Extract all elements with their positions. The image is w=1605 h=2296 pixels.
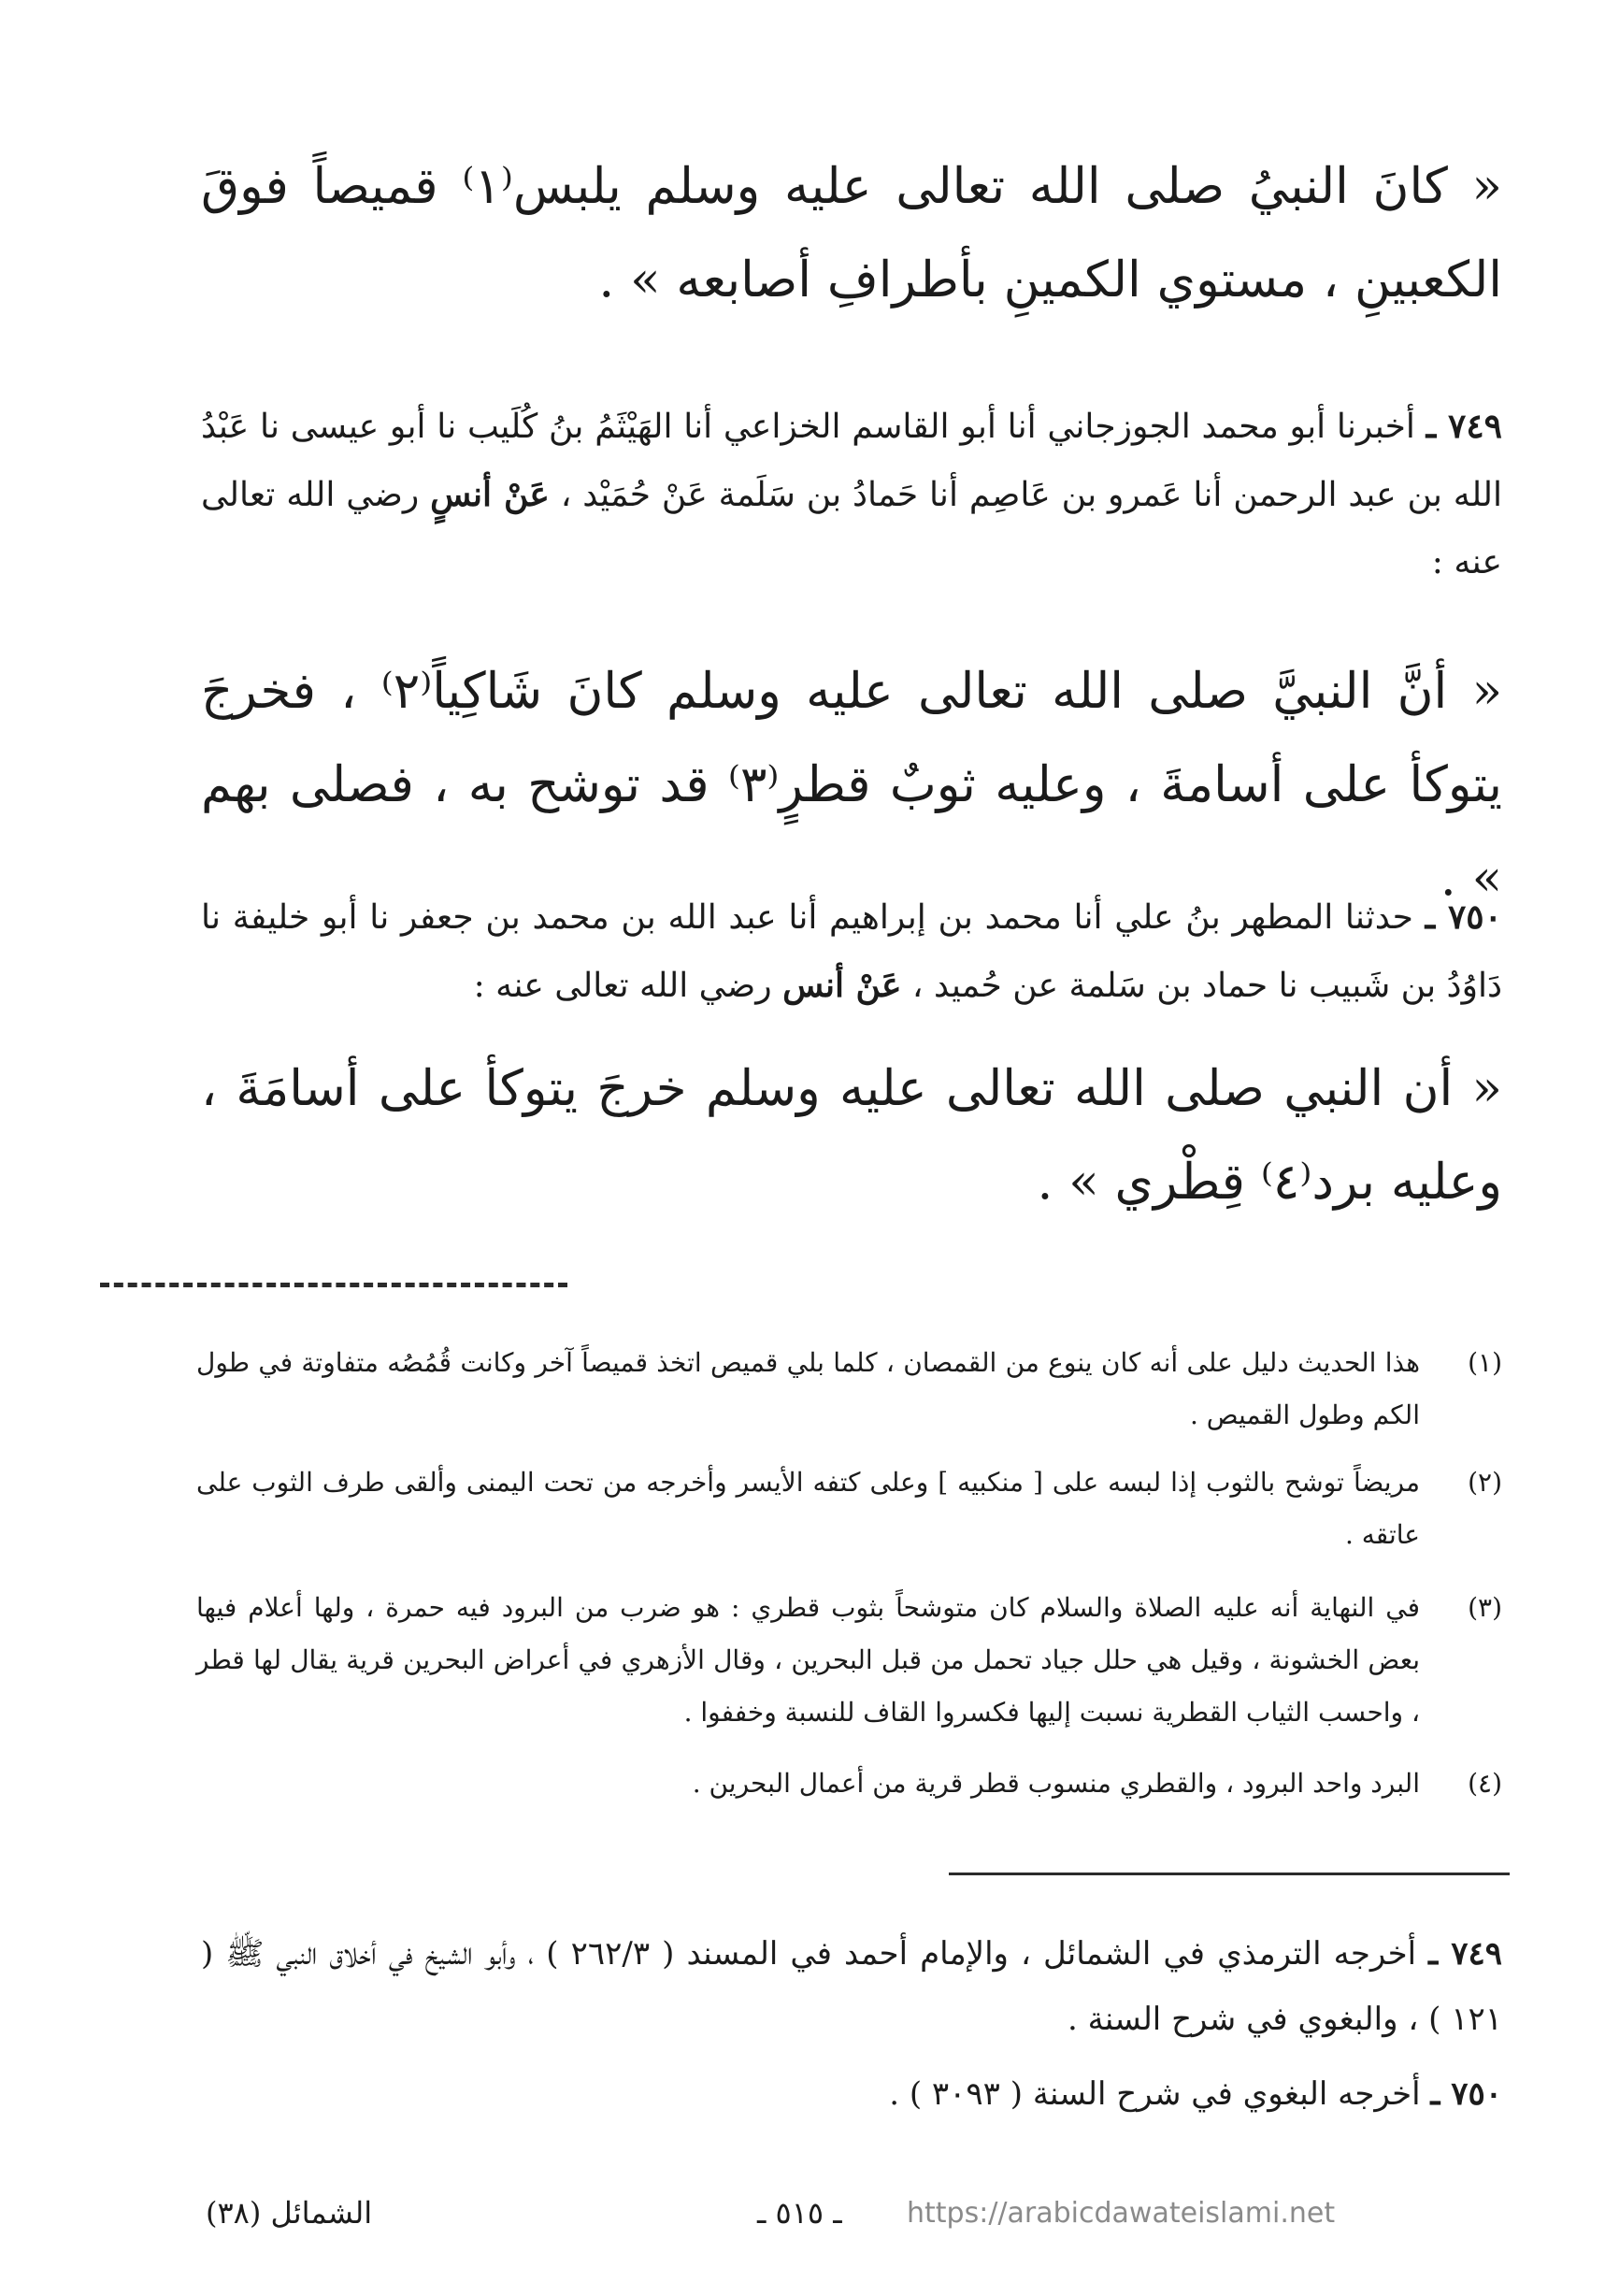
takhrij-749 xyxy=(201,1921,1502,2052)
isnad-749-end: رضي الله تعالى عنه : xyxy=(201,476,1502,581)
takhrij-number: ٧٤٩ ـ xyxy=(1428,1935,1502,1973)
isnad-749 xyxy=(201,393,1502,596)
takhrij-750 xyxy=(201,2061,1502,2127)
isnad-750 xyxy=(201,883,1502,1020)
footnote-text: البرد واحد البرود ، والقطري منسوب قطر قرية من أعمال البحرين . xyxy=(692,1768,1420,1799)
isnad-749-chain: أخبرنا أبو محمد الجوزجاني أنا أبو القاسم الخزاعي أنا الهَيْثَمُ بنُ كُلَيب نا أبو عيسى نا عَبْدُ الله بن عبد الرحمن أنا عَمرو بن عَاصِم أنا حَمادُ بن سَلَمة عَنْ حُمَيْد ، xyxy=(201,408,1502,514)
isnad-749-anas: عَنْ أنسٍ xyxy=(430,475,550,514)
hadith-750-text: « أن النبي صلى الله تعالى عليه وسلم خرجَ يتوكأ على أسامَةَ ، وعليه برد⁽٤⁾ قِطْري » . xyxy=(201,1060,1502,1211)
footnote-4 xyxy=(196,1758,1502,1810)
hadith-number-749: ٧٤٩ ـ xyxy=(1426,407,1502,446)
isnad-750-chain: حدثنا المطهر بنُ علي أنا محمد بن إبراهيم أنا عبد الله بن محمد بن جعفر نا أبو خليفة نا دَاوُدُ بن شَبيب نا حماد بن سَلمة عن حُميد ، xyxy=(201,898,1502,1005)
footnote-2 xyxy=(196,1457,1502,1561)
footnote-1 xyxy=(196,1337,1502,1442)
footnote-separator xyxy=(100,1283,567,1287)
hadith-number-750: ٧٥٠ ـ xyxy=(1425,897,1502,937)
footnote-text: مريضاً توشح بالثوب إذا لبسه على [ منكبيه ] وعلى كتفه الأيسر وأخرجه من تحت اليمنى وألقى طرف الثوب على عاتقه . xyxy=(196,1467,1420,1550)
takhrij-separator xyxy=(949,1873,1510,1875)
footnote-text: في النهاية أنه عليه الصلاة والسلام كان متوشحاً بثوب قطري : هو ضرب من البرود فيه حمرة ، ولها أعلام فيها بعض الخشونة ، وقيل هي حلل جياد تحمل من قبل البحرين ، وقال الأزهري في أعراض البحرين قرية يقال لها قطر ، واحسب الثياب القطرية نسبت إليها فكسروا القاف للنسبة وخففوا . xyxy=(196,1592,1420,1728)
footnote-number: (٤) xyxy=(1468,1768,1502,1799)
signature-mark: الشمائل (٣٨) xyxy=(206,2195,373,2231)
footnote-number: (٢) xyxy=(1468,1467,1502,1498)
footnote-number: (١) xyxy=(1468,1347,1502,1378)
hadith-748-text: « كانَ النبيُ صلى الله تعالى عليه وسلم يلبس⁽١⁾ قميصاً فوقَ الكعبينِ ، مستوي الكمينِ بأطرافِ أصابعه » . xyxy=(201,158,1502,309)
isnad-750-end: رضي الله تعالى عنه : xyxy=(473,967,772,1005)
hadith-749-text: « أنَّ النبيَّ صلى الله تعالى عليه وسلم كانَ شَاكِياً⁽٢⁾ ، فخرجَ يتوكأ على أسامةَ ، وعليه ثوبٌ قطرٍ⁽٣⁾ قد توشح به ، فصلى بهم » . xyxy=(201,663,1503,907)
takhrij-text: أخرجه البغوي في شرح السنة ( ٣٠٩٣ ) . xyxy=(889,2075,1421,2113)
takhrij-text: أخرجه الترمذي في الشمائل ، والإمام أحمد في المسند ( ٢٦٢/٣ ) ، وأبو الشيخ في أخلاق النبي ﷺ ( ١٢١ ) ، والبغوي في شرح السنة . xyxy=(201,1935,1502,2038)
footnote-number: (٣) xyxy=(1468,1592,1502,1623)
takhrij-number: ٧٥٠ ـ xyxy=(1430,2075,1502,2113)
footnote-text: هذا الحديث دليل على أنه كان ينوع من القمصان ، كلما بلي قميص اتخذ قميصاً آخر وكانت قُمُصُه متفاوتة في طول الكم وطول القميص . xyxy=(196,1347,1420,1430)
isnad-750-anas: عَنْ أنس xyxy=(782,966,902,1005)
footnote-3 xyxy=(196,1582,1502,1739)
page-number: ـ ٥١٥ ـ xyxy=(757,2195,842,2231)
watermark-url: https://arabicdawateislami.net xyxy=(907,2197,1336,2230)
